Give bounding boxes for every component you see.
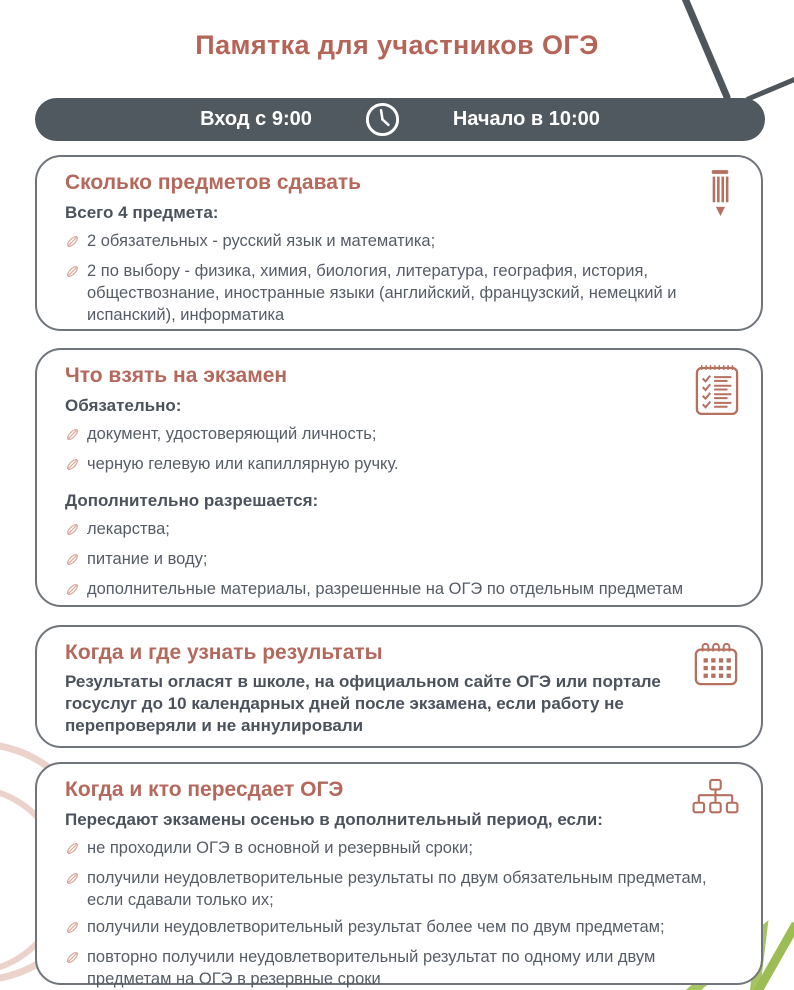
card-lead: Пересдают экзамены осенью в дополнительный период, если: — [65, 810, 603, 829]
checklist-icon — [695, 364, 739, 421]
list-item-text: питание и воду; — [87, 549, 208, 568]
pen-bullet-icon — [65, 920, 80, 942]
sitemap-icon — [691, 778, 739, 823]
list-item-text: повторно получили неудовлетворительный результат по одному или двум предметам на ОГЭ в резервные сроки — [87, 947, 656, 988]
entry-time-label: Вход с 9:00 — [200, 108, 312, 130]
list-item-text: получили неудовлетворительные результаты по двум обязательным предметам, если сдавали только их; — [87, 868, 707, 909]
time-banner — [35, 98, 765, 141]
card-title: Когда и кто пересдает ОГЭ — [65, 778, 344, 801]
card-title: Сколько предметов сдавать — [65, 171, 362, 194]
card-lead: Обязательно: — [65, 396, 182, 415]
card-list — [65, 424, 733, 479]
card-title: Когда и где узнать результаты — [65, 641, 383, 664]
clock-icon — [364, 101, 401, 138]
list-item — [65, 917, 733, 942]
list-item-text: 2 по выбору - физика, химия, биология, литература, география, история, обществознание, иностранные языки (английский, французский, немецкий и испанский), информатика — [87, 261, 677, 324]
list-item — [65, 579, 733, 604]
card-list — [65, 519, 733, 604]
list-item — [65, 549, 733, 574]
list-item-text: черную гелевую или капиллярную ручку. — [87, 454, 399, 473]
pen-bullet-icon — [65, 552, 80, 574]
pen-bullet-icon — [65, 522, 80, 544]
list-item — [65, 424, 733, 449]
list-item — [65, 838, 733, 863]
card-what-to-bring — [35, 348, 763, 607]
pen-bullet-icon — [65, 264, 80, 286]
card-lead: Всего 4 предмета: — [65, 203, 219, 222]
card-subjects — [35, 155, 763, 331]
card-list — [65, 231, 733, 327]
list-item — [65, 454, 733, 479]
pen-bullet-icon — [65, 427, 80, 449]
card-retake — [35, 762, 763, 988]
list-item-text: лекарства; — [87, 519, 170, 538]
card-results — [35, 625, 763, 748]
pen-bullet-icon — [65, 582, 80, 604]
list-item-text: не проходили ОГЭ в основной и резервный сроки; — [87, 839, 473, 857]
start-time-label: Начало в 10:00 — [452, 108, 600, 130]
card-body-text: Результаты огласят в школе, на официальном сайте ОГЭ или портале госуслуг до 10 календарных дней после экзамена, если работу не перепроверяли и не аннулировали — [65, 672, 661, 736]
page-title: Памятка для участников ОГЭ — [195, 30, 599, 60]
pen-bullet-icon — [65, 234, 80, 256]
pencil-icon — [709, 167, 731, 226]
calendar-icon — [693, 641, 739, 692]
pen-bullet-icon — [65, 950, 80, 972]
list-item — [65, 519, 733, 544]
card-title: Что взять на экзамен — [65, 364, 288, 387]
list-item-text: 2 обязательных - русский язык и математика; — [87, 232, 436, 250]
list-item-text: документ, удостоверяющий личность; — [87, 425, 377, 443]
pen-bullet-icon — [65, 457, 80, 479]
list-item — [65, 868, 733, 912]
list-item — [65, 231, 733, 256]
list-item — [65, 947, 733, 990]
list-item — [65, 261, 733, 327]
list-item-text: получили неудовлетворительный результат более чем по двум предметам; — [87, 917, 665, 936]
card-list — [65, 838, 733, 990]
list-item-text: дополнительные материалы, разрешенные на ОГЭ по отдельным предметам — [87, 579, 684, 598]
pen-bullet-icon — [65, 871, 80, 893]
pen-bullet-icon — [65, 841, 80, 863]
card-lead: Дополнительно разрешается: — [65, 490, 319, 510]
